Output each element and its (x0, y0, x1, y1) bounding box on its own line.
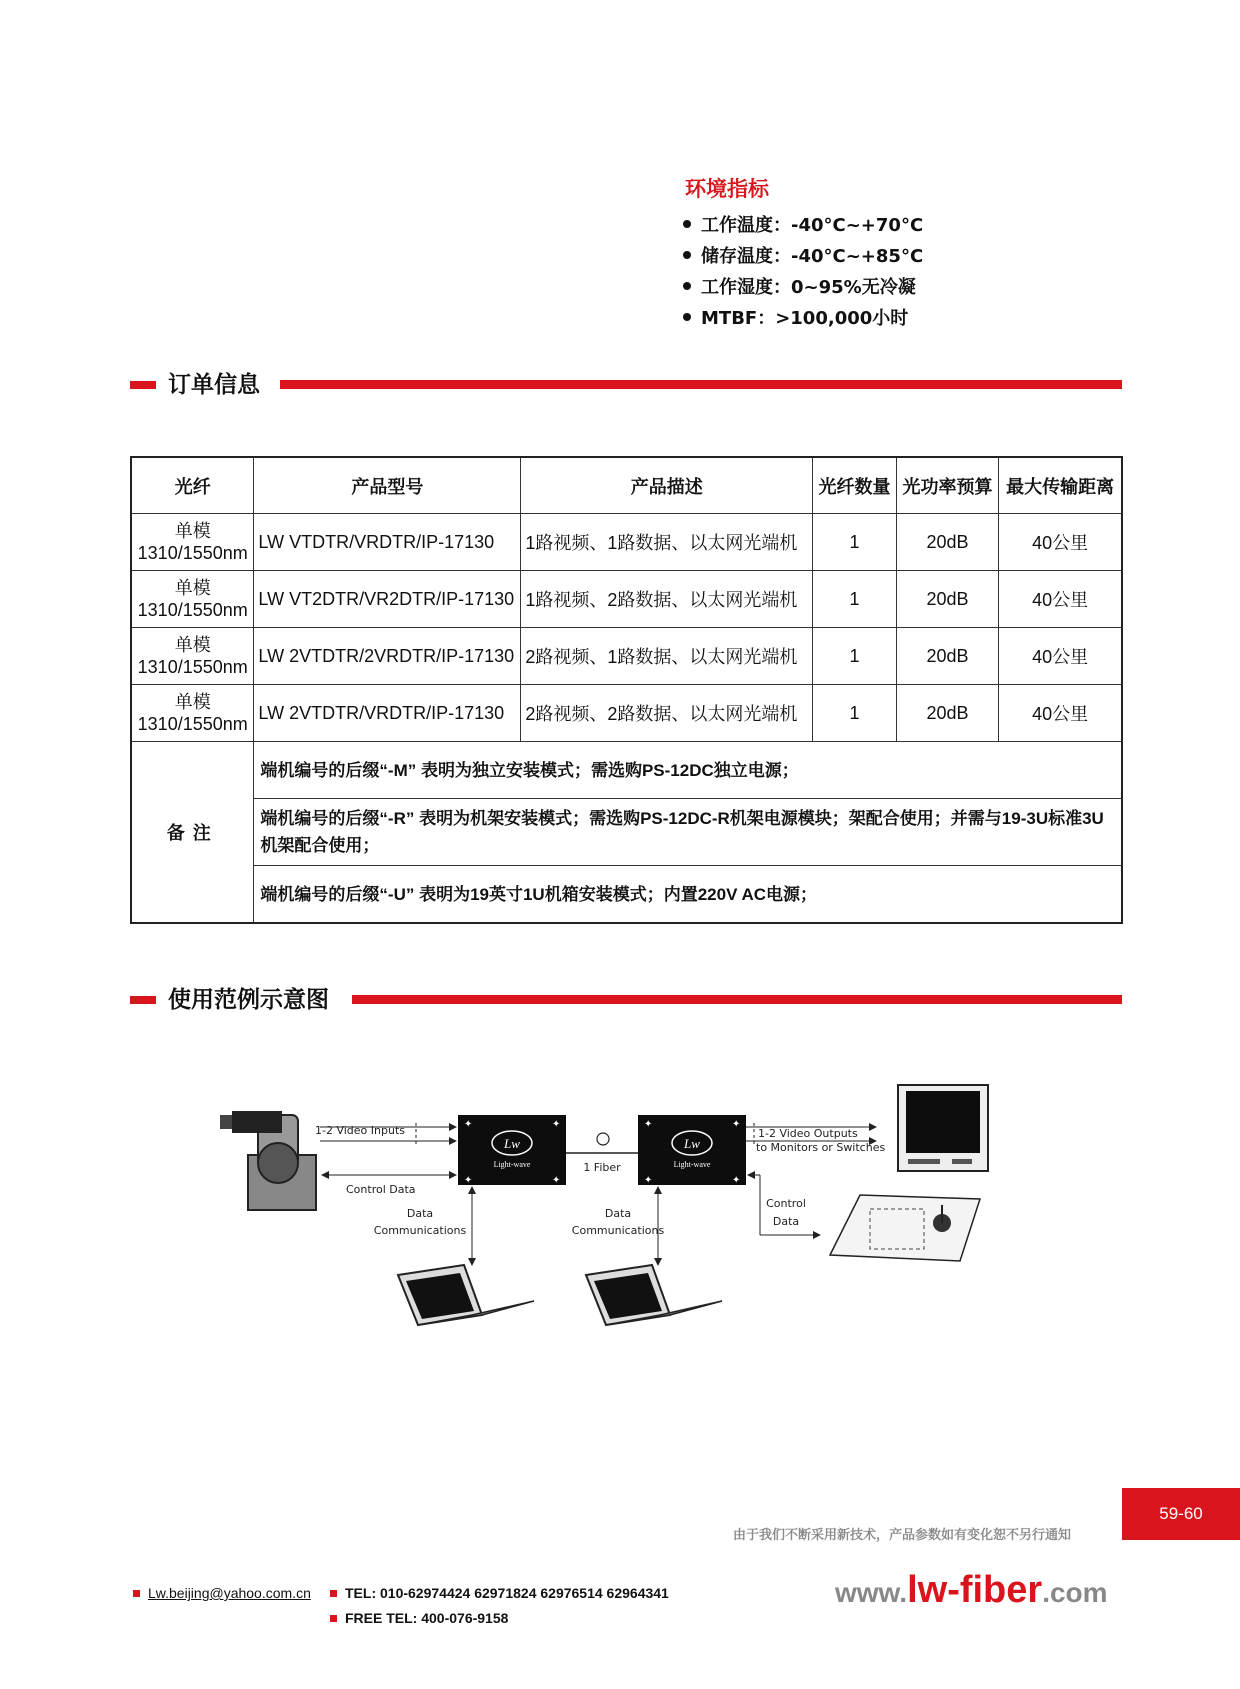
column-header: 产品描述 (521, 457, 813, 514)
distance-cell: 40公里 (999, 685, 1122, 742)
column-header: 光纤 (131, 457, 254, 514)
remark-item: 端机编号的后缀“-U” 表明为19英寸1U机箱安装模式；内置220V AC电源； (254, 866, 1122, 924)
svg-text:✦: ✦ (552, 1175, 561, 1186)
bullet-icon (683, 220, 691, 228)
table-row (131, 628, 1122, 685)
diagram-section-title: 使用范例示意图 (168, 987, 329, 1013)
environment-item: 储存温度：-40°C~+85°C (683, 241, 923, 272)
budget-cell: 20dB (896, 571, 999, 628)
communications-label: Communications (373, 1224, 467, 1237)
order-section-header (130, 370, 1122, 400)
order-section-title: 订单信息 (168, 372, 260, 398)
data-label: Data (406, 1207, 434, 1220)
model-cell: LW VTDTR/VRDTR/IP-17130 (254, 514, 521, 571)
page-number: 59-60 (1122, 1488, 1240, 1540)
section-rule (352, 995, 1122, 1004)
distance-cell: 40公里 (999, 514, 1122, 571)
svg-text:Lw: Lw (504, 1136, 520, 1151)
footer-tel: TEL: 010-62974424 62971824 62976514 62964341 (330, 1585, 669, 1601)
column-header: 光功率预算 (896, 457, 999, 514)
svg-text:✦: ✦ (552, 1119, 561, 1130)
order-table (130, 456, 1123, 924)
desc-cell: 1路视频、2路数据、以太网光端机 (521, 571, 813, 628)
data-label: Data (604, 1207, 632, 1220)
diagram-section-header (130, 985, 1122, 1015)
video-outputs-label: 1-2 Video Outputs (758, 1127, 858, 1140)
environment-item: 工作湿度：0~95%无冷凝 (683, 272, 923, 303)
budget-cell: 20dB (896, 628, 999, 685)
remark-item: 端机编号的后缀“-R” 表明为机架安装模式；需选购PS-12DC-R机架电源模块；架配合使用；并需与19-3U标准3U机架配合使用； (254, 799, 1122, 866)
environment-item: MTBF：>100,000小时 (683, 303, 923, 334)
fiber-connector-icon (597, 1133, 609, 1145)
budget-cell: 20dB (896, 514, 999, 571)
section-marker (130, 996, 156, 1004)
bullet-icon (683, 313, 691, 321)
budget-cell: 20dB (896, 685, 999, 742)
environment-list (683, 210, 923, 334)
usage-diagram (220, 1075, 1050, 1405)
svg-text:✦: ✦ (644, 1119, 653, 1130)
fiber-cell: 单模 1310/1550nm (131, 571, 254, 628)
communications-label: Communications (571, 1224, 665, 1237)
bullet-square-icon (330, 1615, 337, 1622)
table-header-row (131, 457, 1122, 514)
footer-email[interactable]: Lw.beijing@yahoo.com.cn (133, 1585, 311, 1601)
keyboard-controller-icon (830, 1195, 980, 1261)
svg-text:✦: ✦ (464, 1175, 473, 1186)
fiber-cell: 单模 1310/1550nm (131, 628, 254, 685)
control-data-label-right: Data (772, 1215, 800, 1228)
desc-cell: 2路视频、2路数据、以太网光端机 (521, 685, 813, 742)
video-outputs-sublabel: to Monitors or Switches (756, 1141, 886, 1154)
fiber-cell: 单模 1310/1550nm (131, 685, 254, 742)
laptop-icon (586, 1265, 722, 1325)
bullet-square-icon (133, 1590, 140, 1597)
svg-text:Lw: Lw (684, 1136, 700, 1151)
model-cell: LW 2VTDTR/2VRDTR/IP-17130 (254, 628, 521, 685)
remark-label: 备注 (131, 742, 254, 924)
footer-free-tel: FREE TEL: 400-076-9158 (330, 1610, 508, 1626)
fiber-label: 1 Fiber (583, 1161, 621, 1174)
bullet-square-icon (330, 1590, 337, 1597)
remark-row (131, 742, 1122, 799)
section-rule (280, 380, 1122, 389)
distance-cell: 40公里 (999, 571, 1122, 628)
model-cell: LW VT2DTR/VR2DTR/IP-17130 (254, 571, 521, 628)
svg-text:Light-wave: Light-wave (673, 1160, 711, 1169)
svg-text:✦: ✦ (464, 1119, 473, 1130)
column-header: 最大传输距离 (999, 457, 1122, 514)
desc-cell: 1路视频、1路数据、以太网光端机 (521, 514, 813, 571)
table-row (131, 685, 1122, 742)
section-marker (130, 381, 156, 389)
bullet-icon (683, 251, 691, 259)
table-row (131, 571, 1122, 628)
distance-cell: 40公里 (999, 628, 1122, 685)
camera-icon (220, 1111, 316, 1210)
environment-title: 环境指标 (685, 177, 769, 201)
control-data-label: Control Data (346, 1183, 416, 1196)
transmitter-unit (458, 1115, 566, 1186)
fiber-cell: 单模 1310/1550nm (131, 514, 254, 571)
column-header: 产品型号 (254, 457, 521, 514)
qty-cell: 1 (813, 628, 897, 685)
website-logo[interactable]: www.lw-fiber.com (835, 1569, 1108, 1611)
model-cell: LW 2VTDTR/VRDTR/IP-17130 (254, 685, 521, 742)
laptop-icon (398, 1265, 534, 1325)
svg-text:✦: ✦ (644, 1175, 653, 1186)
remark-row (131, 799, 1122, 866)
remark-row (131, 866, 1122, 924)
desc-cell: 2路视频、1路数据、以太网光端机 (521, 628, 813, 685)
table-row (131, 514, 1122, 571)
environment-item: 工作温度：-40°C~+70°C (683, 210, 923, 241)
control-label: Control (766, 1197, 806, 1210)
svg-text:✦: ✦ (732, 1175, 741, 1186)
qty-cell: 1 (813, 571, 897, 628)
notice-text: 由于我们不断采用新技术，产品参数如有变化恕不另行通知 (733, 1528, 1072, 1543)
receiver-unit (638, 1115, 746, 1186)
remark-item: 端机编号的后缀“-M” 表明为独立安装模式；需选购PS-12DC独立电源； (254, 742, 1122, 799)
svg-text:✦: ✦ (732, 1119, 741, 1130)
bullet-icon (683, 282, 691, 290)
video-inputs-label: 1-2 Video Inputs (315, 1124, 405, 1137)
svg-text:Light-wave: Light-wave (493, 1160, 531, 1169)
monitor-icon (898, 1085, 988, 1171)
qty-cell: 1 (813, 514, 897, 571)
column-header: 光纤数量 (813, 457, 897, 514)
qty-cell: 1 (813, 685, 897, 742)
